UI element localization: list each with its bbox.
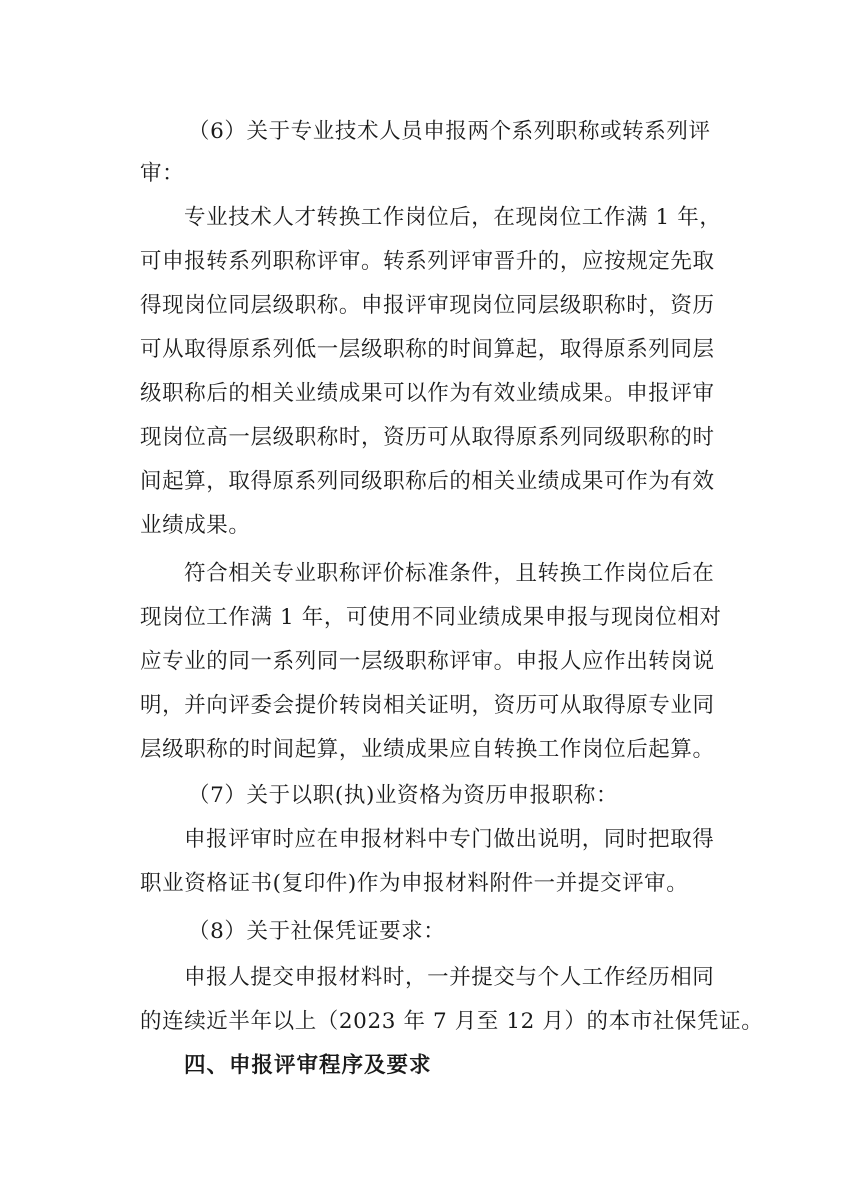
paragraph-line: 可从取得原系列低一层级职称的时间算起，取得原系列同层 [140,337,715,362]
section-7-heading: （7）关于以职(执)业资格为资历申报职称： [188,783,619,808]
paragraph-line: 现岗位高一层级职称时，资历可从取得原系列同级职称的时 [140,425,715,450]
paragraph-line: 可申报转系列职称评审。转系列评审晋升的，应按规定先取 [140,249,715,274]
paragraph-line: 级职称后的相关业绩成果可以作为有效业绩成果。申报评审 [140,381,715,406]
section-6-heading: （6）关于专业技术人员申报两个系列职称或转系列评 [188,119,711,144]
paragraph-line: 间起算，取得原系列同级职称后的相关业绩成果可作为有效 [140,469,715,494]
paragraph-line: 申报评审时应在申报材料中专门做出说明，同时把取得 [184,827,715,852]
paragraph-line: 层级职称的时间起算，业绩成果应自转换工作岗位后起算。 [140,737,715,762]
paragraph-line: 审： [140,161,185,186]
paragraph-line: 应专业的同一系列同一层级职称评审。申报人应作出转岗说 [140,649,715,674]
paragraph-line: 明，并向评委会提价转岗相关证明，资历可从取得原专业同 [140,693,715,718]
paragraph-line: 的连续近半年以上（2023 年 7 月至 12 月）的本市社保凭证。 [140,1009,764,1034]
paragraph-line: 专业技术人才转换工作岗位后，在现岗位工作满 1 年， [184,205,722,230]
paragraph-line: 申报人提交申报材料时，一并提交与个人工作经历相同 [184,965,715,990]
paragraph-line: 现岗位工作满 1 年，可使用不同业绩成果申报与现岗位相对 [140,605,722,630]
paragraph-line: 符合相关专业职称评价标准条件，且转换工作岗位后在 [184,561,715,586]
paragraph-line: 职业资格证书(复印件)作为申报材料附件一并提交评审。 [140,871,689,896]
paragraph-line: 业绩成果。 [140,513,251,538]
section-8-heading: （8）关于社保凭证要求： [188,919,446,944]
section-4-heading: 四、申报评审程序及要求 [184,1053,432,1078]
paragraph-line: 得现岗位同层级职称。申报评审现岗位同层级职称时，资历 [140,293,715,318]
